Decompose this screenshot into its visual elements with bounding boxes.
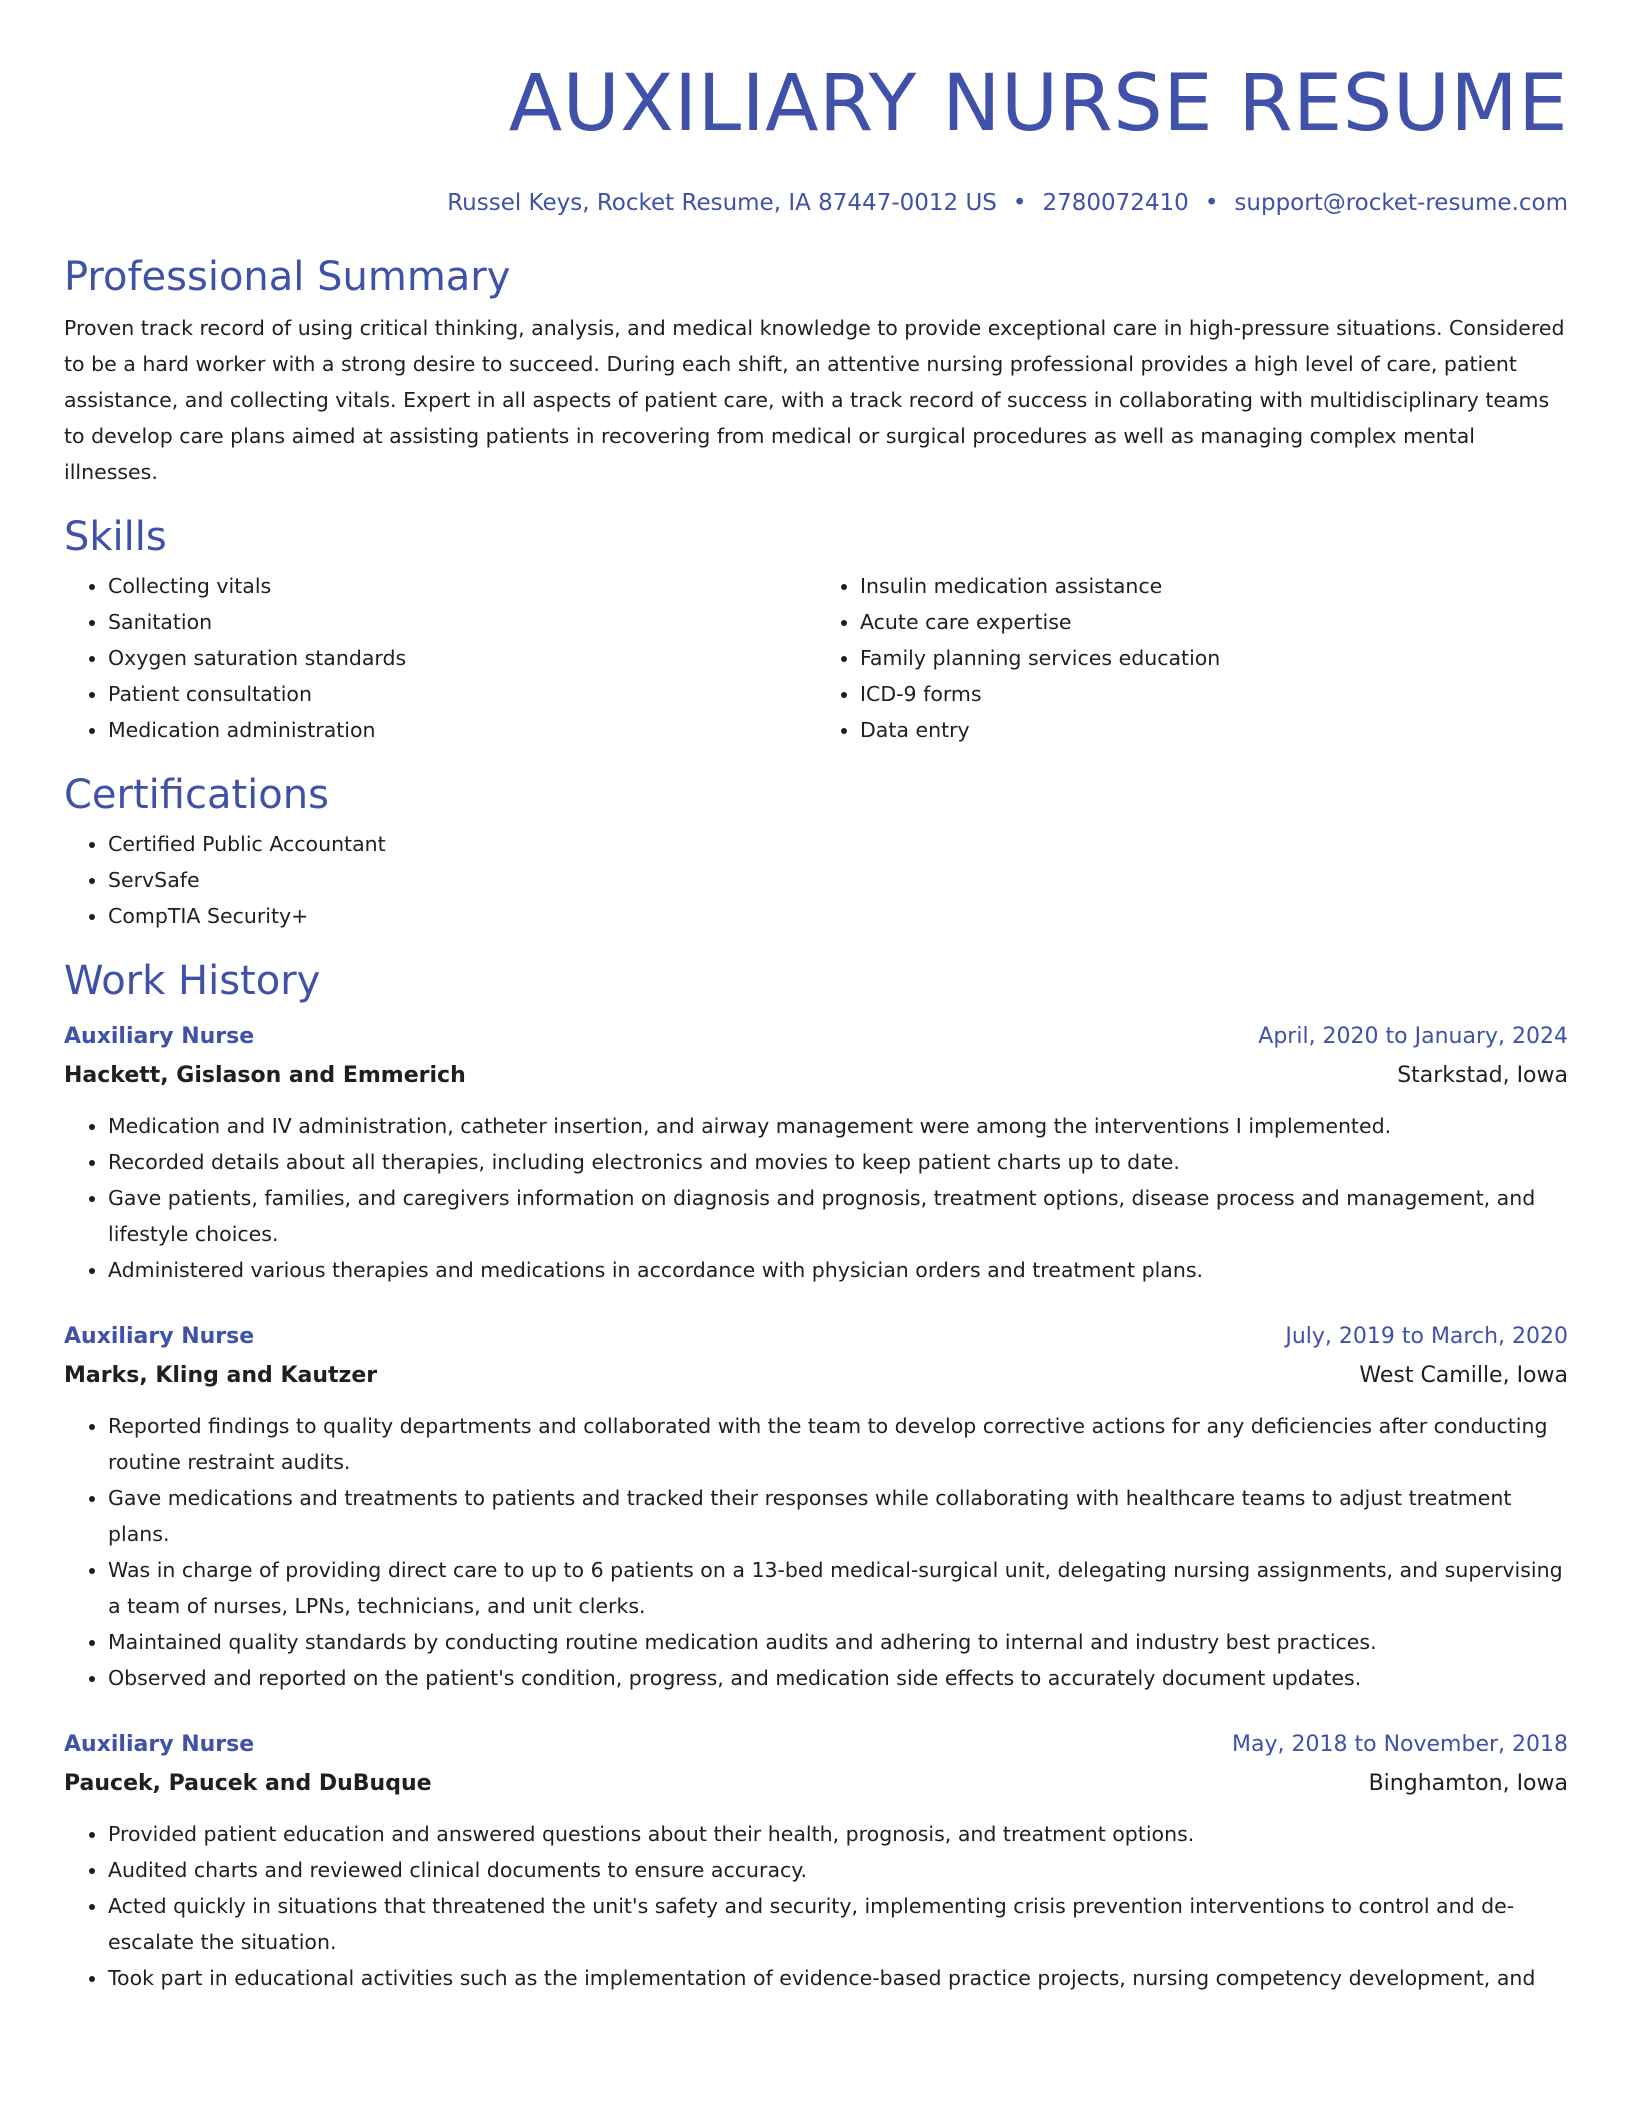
- contact-separator: •: [1204, 190, 1219, 216]
- skill-item: • Medication administration: [108, 712, 816, 748]
- job-bullet: • Observed and reported on the patient's condition, progress, and medication side effects to accurately document updates.: [108, 1660, 1568, 1696]
- job-bullets: [64, 1408, 1568, 1696]
- skill-item: • Sanitation: [108, 604, 816, 640]
- skill-item: • Oxygen saturation standards: [108, 640, 816, 676]
- job-entry: [64, 1318, 1568, 1696]
- summary-heading: Professional Summary: [64, 254, 511, 300]
- job-subheader: [64, 1764, 1568, 1804]
- summary-section: [64, 252, 1568, 490]
- summary-text: Proven track record of using critical thinking, analysis, and medical knowledge to provide exceptional care in high-pressure situations. Considered to be a hard worker with a strong desire to succeed. During each shift, an attentive nursing professional provides a high level of care, patient assistance, and collecting vitals. Expert in all aspects of patient care, with a track record of success in collaborating with multidisciplinary teams to develop care plans aimed at assisting patients in recovering from medical or surgical procedures as well as managing complex mental illnesses.: [64, 316, 1565, 484]
- skills-columns: [64, 568, 1568, 748]
- job-company: Marks, Kling and Kautzer: [64, 1363, 378, 1388]
- job-entry: [64, 1018, 1568, 1288]
- job-company: Paucek, Paucek and DuBuque: [64, 1771, 432, 1796]
- certification-item: • CompTIA Security+: [108, 898, 1568, 934]
- job-header: [64, 1318, 1568, 1356]
- contact-phone: 2780072410: [1042, 190, 1189, 216]
- contact-address: Russel Keys, Rocket Resume, IA 87447-0012 US: [447, 190, 997, 216]
- job-title: Auxiliary Nurse: [64, 1324, 255, 1349]
- job-location: Binghamton, Iowa: [1368, 1771, 1568, 1796]
- job-dates: May, 2018 to November, 2018: [1232, 1732, 1568, 1757]
- skill-item: • Patient consultation: [108, 676, 816, 712]
- skills-list-right: [816, 568, 1568, 748]
- skill-item: • Family planning services education: [860, 640, 1568, 676]
- job-bullet: • Acted quickly in situations that threatened the unit's safety and security, implementing crisis prevention interventions to control and de-escalate the situation.: [108, 1888, 1568, 1960]
- job-bullet: • Gave medications and treatments to patients and tracked their responses while collaborating with healthcare teams to adjust treatment plans.: [108, 1480, 1568, 1552]
- job-subheader: [64, 1056, 1568, 1096]
- job-header: [64, 1018, 1568, 1056]
- skills-section: [64, 512, 1568, 748]
- job-company: Hackett, Gislason and Emmerich: [64, 1063, 466, 1088]
- job-bullet: • Administered various therapies and medications in accordance with physician orders and treatment plans.: [108, 1252, 1568, 1288]
- job-bullet: • Audited charts and reviewed clinical documents to ensure accuracy.: [108, 1852, 1568, 1888]
- skills-heading: Skills: [64, 514, 167, 560]
- contact-email[interactable]: support@rocket-resume.com: [1234, 190, 1568, 216]
- resume-title: AUXILIARY NURSE RESUME: [508, 59, 1568, 149]
- job-bullet: • Reported findings to quality departments and collaborated with the team to develop corrective actions for any deficiencies after conducting routine restraint audits.: [108, 1408, 1568, 1480]
- job-bullet: • Gave patients, families, and caregivers information on diagnosis and prognosis, treatment options, disease process and management, and lifestyle choices.: [108, 1180, 1568, 1252]
- job-location: Starkstad, Iowa: [1397, 1063, 1568, 1088]
- job-subheader: [64, 1356, 1568, 1396]
- skill-item: • Data entry: [860, 712, 1568, 748]
- skill-item: • Collecting vitals: [108, 568, 816, 604]
- contact-line: [64, 188, 1568, 218]
- job-bullet: • Maintained quality standards by conducting routine medication audits and adhering to internal and industry best practices.: [108, 1624, 1568, 1660]
- skill-item: • Insulin medication assistance: [860, 568, 1568, 604]
- skill-item: • ICD-9 forms: [860, 676, 1568, 712]
- job-bullets: [64, 1108, 1568, 1288]
- skills-list-left: [64, 568, 816, 748]
- job-header: [64, 1726, 1568, 1764]
- job-title: Auxiliary Nurse: [64, 1732, 255, 1757]
- skill-item: • Acute care expertise: [860, 604, 1568, 640]
- work-history-heading: Work History: [64, 958, 321, 1004]
- job-bullet: • Provided patient education and answered questions about their health, prognosis, and treatment options.: [108, 1816, 1568, 1852]
- certification-item: • ServSafe: [108, 862, 1568, 898]
- certifications-section: [64, 770, 1568, 934]
- job-bullet: • Was in charge of providing direct care to up to 6 patients on a 13-bed medical-surgical unit, delegating nursing assignments, and supervising a team of nurses, LPNs, technicians, and unit clerks.: [108, 1552, 1568, 1624]
- job-bullet: • Recorded details about all therapies, including electronics and movies to keep patient charts up to date.: [108, 1144, 1568, 1180]
- job-dates: July, 2019 to March, 2020: [1285, 1324, 1568, 1349]
- job-location: West Camille, Iowa: [1359, 1363, 1568, 1388]
- contact-separator: •: [1012, 190, 1027, 216]
- work-history-section: [64, 956, 1568, 1996]
- job-dates: April, 2020 to January, 2024: [1258, 1024, 1568, 1049]
- job-entry: [64, 1726, 1568, 1996]
- job-bullet: • Took part in educational activities such as the implementation of evidence-based practice projects, nursing competency development, and: [108, 1960, 1568, 1996]
- job-bullet: • Medication and IV administration, catheter insertion, and airway management were among the interventions I implemented.: [108, 1108, 1568, 1144]
- certification-item: • Certified Public Accountant: [108, 826, 1568, 862]
- job-title: Auxiliary Nurse: [64, 1024, 255, 1049]
- job-bullets: [64, 1816, 1568, 1996]
- certifications-heading: Certifications: [64, 772, 329, 818]
- certifications-list: [64, 826, 1568, 934]
